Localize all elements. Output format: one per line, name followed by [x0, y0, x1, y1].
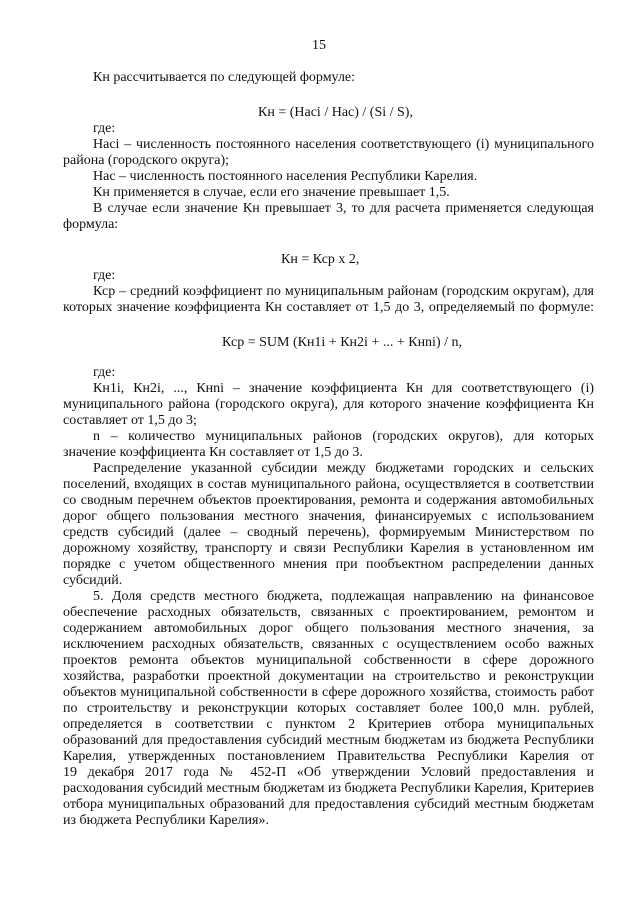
text-line: образований для предоставления субсидий местным бюджетам из бюджета Республики: [63, 733, 594, 748]
text-line: средств субсидий (далее – сводный перечень), формируемым Министерством по: [63, 525, 594, 540]
text-line: объектов муниципальной собственности в сфере дорожного хозяйства, стоимость работ: [63, 685, 594, 700]
text-line: 19 декабря 2017 года № 452-П «Об утверждении Условий предоставления и: [63, 765, 594, 780]
text-line: исключением расходных обязательств, связанных с осуществлением особо важных: [63, 637, 594, 652]
text-line: Карелия, утвержденных постановлением Правительства Республики Карелия от: [63, 749, 594, 764]
text-line: Распределение указанной субсидии между бюджетами городских и сельских: [93, 461, 594, 476]
formula: Кн = (Насi / Нас) / (Si / S),: [258, 105, 413, 120]
text-line: 5. Доля средств местного бюджета, подлежащая направлению на финансовое: [93, 589, 594, 604]
text-line: Кср – средний коэффициент по муниципальным районам (городским округам), для: [93, 284, 594, 299]
text-line: со сводным перечнем объектов проектирования, ремонта и содержания автомобильных: [63, 493, 594, 508]
text-line: обеспечение расходных обязательств, связанных с проектированием, ремонтом и: [63, 605, 594, 620]
text-line: хозяйства, разработки проектной документации на строительство и реконструкции: [63, 669, 594, 684]
text-line: значение коэффициента Кн составляет от 1,5 до 3.: [63, 445, 363, 460]
formula: Кн = Кср х 2,: [281, 252, 360, 267]
text-line: муниципального района (городского округа), для которого значение коэффициента Кн: [63, 397, 594, 412]
text-line: определяется в соответствии с пунктом 2 Критериев отбора муниципальных: [63, 717, 594, 732]
text-line: Нас – численность постоянного населения Республики Карелия.: [93, 169, 478, 184]
text-line: порядке с учетом общественного мнения при пообъектном распределении данных: [63, 557, 594, 572]
text-line: где:: [93, 121, 116, 136]
text-line: отбора муниципальных образований для предоставления субсидий местным бюджетам: [63, 797, 594, 812]
text-line: проектов ремонта объектов муниципальной собственности в сфере дорожного: [63, 653, 594, 668]
text-line: которых значение коэффициента Кн составляет от 1,5 до 3, определяемый по формуле:: [63, 300, 594, 315]
text-line: расходования субсидий местным бюджетам из бюджета Республики Карелия, Критериев: [63, 781, 594, 796]
text-line: из бюджета Республики Карелия».: [63, 813, 269, 828]
text-line: n – количество муниципальных районов (городских округов), для которых: [93, 429, 594, 444]
text-line: субсидий.: [63, 573, 123, 588]
text-line: по строительству и реконструкции которых составляет более 100,0 млн. рублей,: [63, 701, 594, 716]
text-line: В случае если значение Кн превышает 3, то для расчета применяется следующая: [93, 201, 594, 216]
text-line: где:: [93, 268, 116, 283]
text-line: района (городского округа);: [63, 153, 230, 168]
text-line: Кн рассчитывается по следующей формуле:: [93, 70, 356, 85]
text-line: дорожному хозяйству, транспорту и связи Республики Карелия в установленном им: [63, 541, 594, 556]
text-line: Насi – численность постоянного населения соответствующего (i) муниципального: [93, 137, 594, 152]
text-line: формула:: [63, 217, 119, 232]
text-line: где:: [93, 365, 116, 380]
text-line: содержанием автомобильных дорог общего пользования местного значения, за: [63, 621, 594, 636]
text-line: Кн применяется в случае, если его значение превышает 1,5.: [93, 185, 450, 200]
text-line: Кн1i, Кн2i, ..., Кнni – значение коэффициента Кн для соответствующего (i): [93, 381, 594, 396]
formula: Кср = SUM (Кн1i + Кн2i + ... + Кнni) / n,: [222, 335, 463, 350]
page-number: 15: [312, 38, 326, 53]
text-line: поселений, входящих в состав муниципального района, осуществляется в соответствии: [63, 477, 594, 492]
text-line: дорог общего пользования местного значения, финансируемых с использованием: [63, 509, 594, 524]
text-line: составляет от 1,5 до 3;: [63, 413, 197, 428]
